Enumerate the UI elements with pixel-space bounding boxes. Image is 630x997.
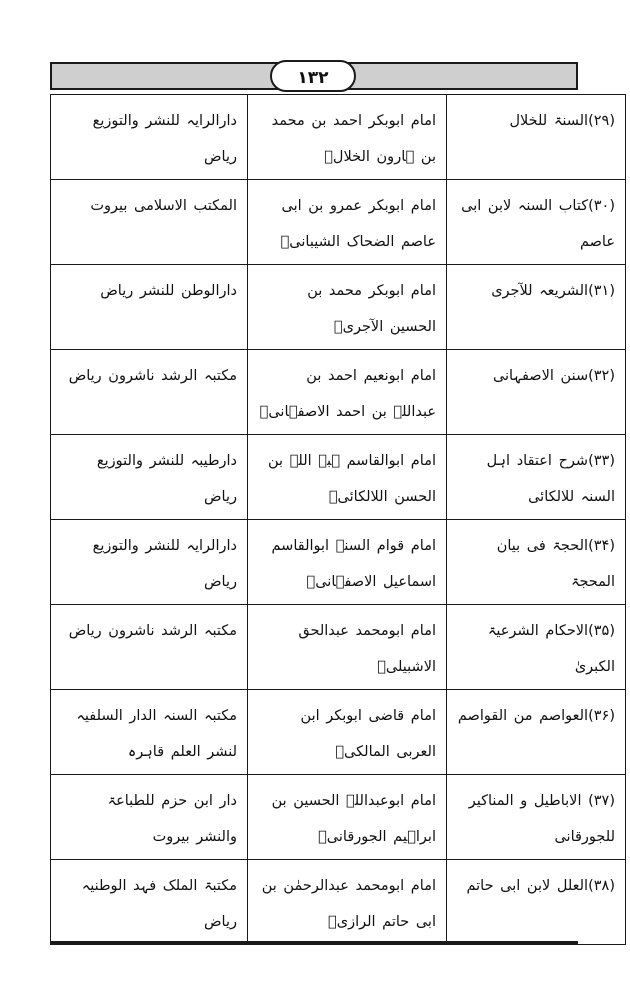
publisher-cell: مکتبۃ الملک فہد الوطنیہ ریاض [51,860,248,945]
author-cell: امام ابوبکر عمرو بن ابی عاصم الضحاک الشیبانیؒ [248,180,447,265]
publisher-cell: المکتب الاسلامی بیروت [51,180,248,265]
table-row [51,775,626,860]
reference-table [50,94,626,945]
table-row [51,860,626,945]
author-cell: امام ابوالقاسم ہبۃ اللہ بن الحسن اللالکائیؒ [248,435,447,520]
publisher-cell: مکتبہ الرشد ناشرون ریاض [51,605,248,690]
author-cell: امام قوام السنہ ابوالقاسم اسماعیل الاصفہانیؒ [248,520,447,605]
book-title-cell: (۳۷) الاباطیل و المناکیر للجورقانی [447,775,626,860]
author-cell: امام ابونعیم احمد بن عبداللہ بن احمد الاصفہانیؒ [248,350,447,435]
book-title-cell: (۳۴)الحجۃ فی بیان المحجۃ [447,520,626,605]
author-cell: امام ابوبکر محمد بن الحسین الآجریؒ [248,265,447,350]
author-cell: امام ابومحمد عبدالرحمٰن بن ابی حاتم الرازیؒ [248,860,447,945]
author-cell: امام ابومحمد عبدالحق الاشبیلیؒ [248,605,447,690]
publisher-cell: دارطیبہ للنشر والتوزیع ریاض [51,435,248,520]
publisher-cell: دار ابن حزم للطباعۃ والنشر بیروت [51,775,248,860]
publisher-cell: دارالرایہ للنشر والتوزیع ریاض [51,520,248,605]
table-row [51,690,626,775]
book-title-cell: (۳۸)العلل لابن ابی حاتم [447,860,626,945]
table-row [51,180,626,265]
table-row [51,350,626,435]
table-row [51,95,626,180]
publisher-cell: مکتبہ السنہ الدار السلفیہ لنشر العلم قاہرہ [51,690,248,775]
table-row [51,435,626,520]
table-row [51,520,626,605]
publisher-cell: دارالوطن للنشر ریاض [51,265,248,350]
book-title-cell: (۳۲)سنن الاصفہانی [447,350,626,435]
page-number: ۱۳۲ [270,60,356,92]
book-title-cell: (۳۳)شرح اعتقاد اہل السنہ للالکائی [447,435,626,520]
author-cell: امام قاضی ابوبکر ابن العربی المالکیؒ [248,690,447,775]
publisher-cell: دارالرایہ للنشر والتوزیع ریاض [51,95,248,180]
table-row [51,605,626,690]
book-title-cell: (۳۶)العواصم من القواصم [447,690,626,775]
table-row [51,265,626,350]
footer-rule [50,941,578,944]
publisher-cell: مکتبہ الرشد ناشرون ریاض [51,350,248,435]
book-title-cell: (۳۵)الاحکام الشرعیۃ الکبریٰ [447,605,626,690]
book-title-cell: (۳۱)الشریعہ للآجری [447,265,626,350]
author-cell: امام ابوعبداللہ الحسین بن ابراہیم الجورقانیؒ [248,775,447,860]
author-cell: امام ابوبکر احمد بن محمد بن ہارون الخلالؒ [248,95,447,180]
book-title-cell: (۲۹)السنۃ للخلال [447,95,626,180]
book-title-cell: (۳۰)کتاب السنہ لابن ابی عاصم [447,180,626,265]
